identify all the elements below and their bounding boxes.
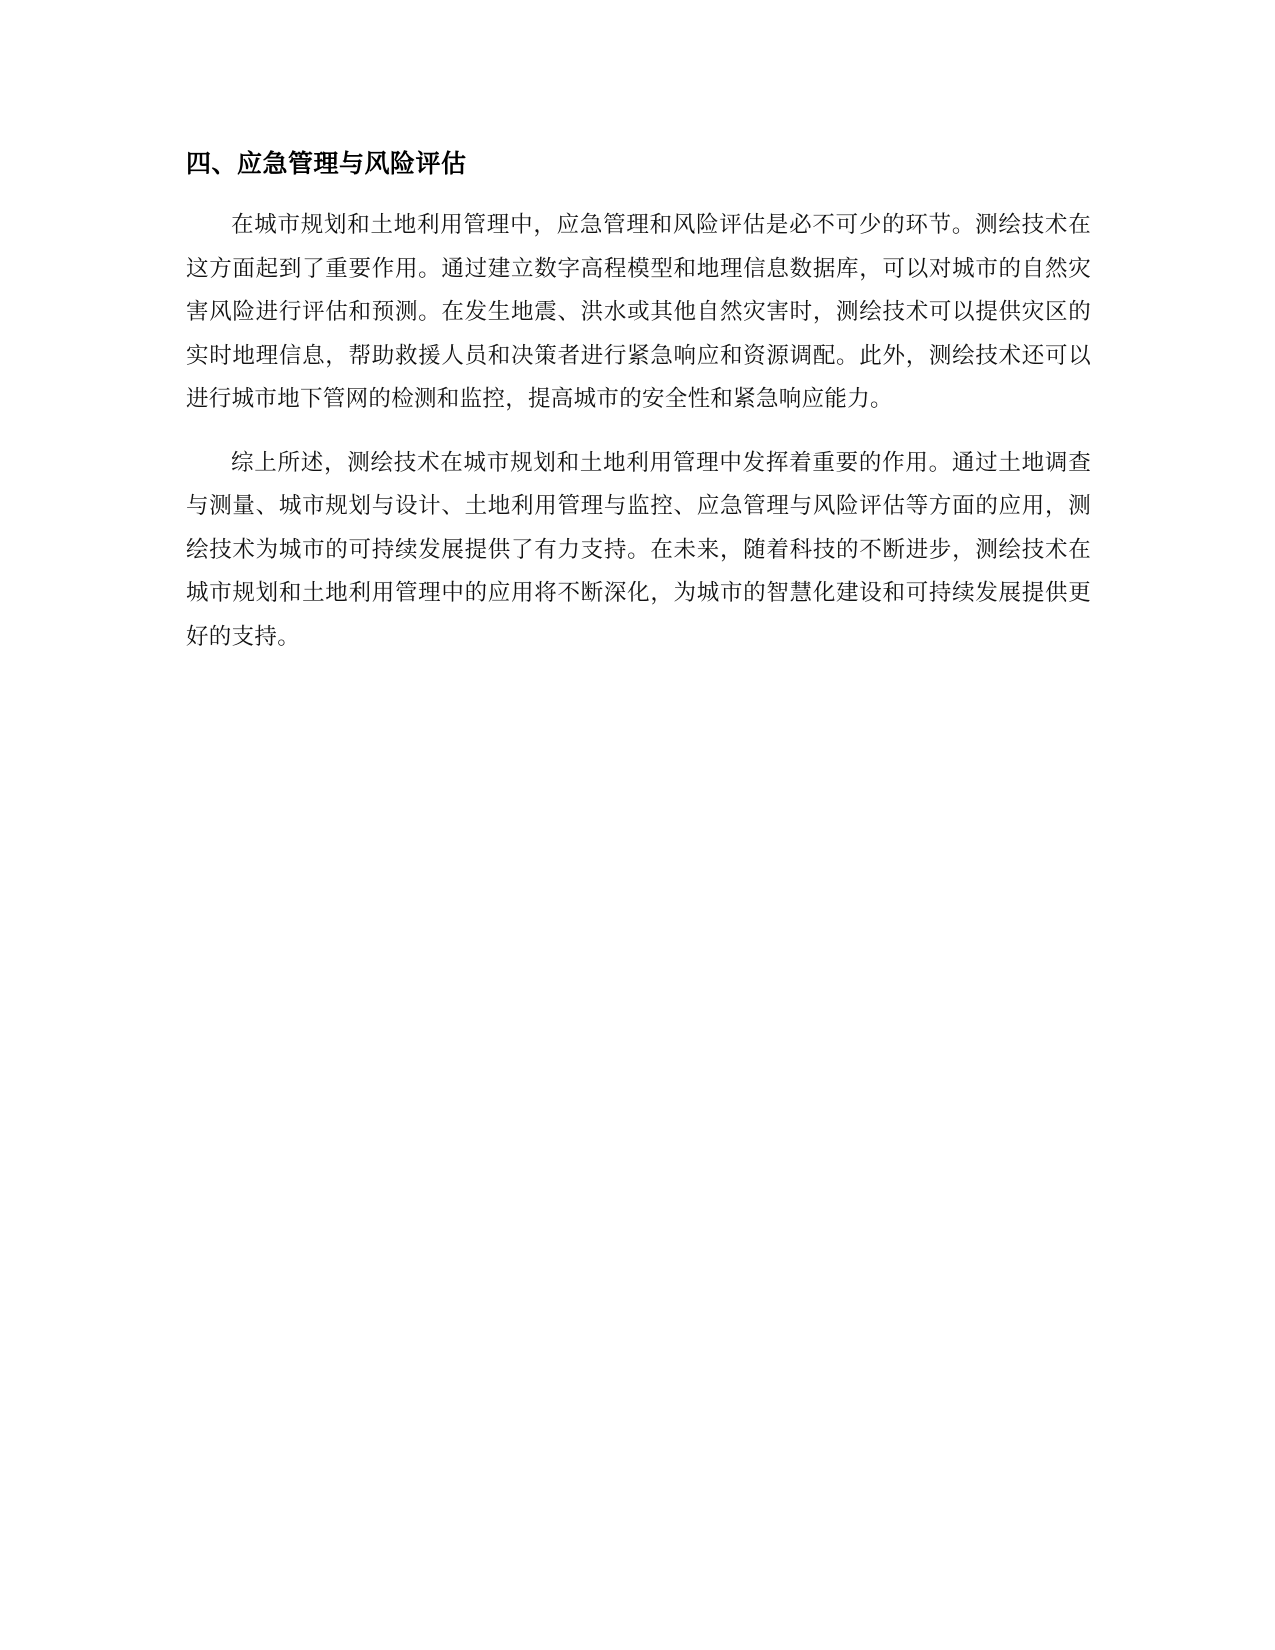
paragraph-conclusion: 综上所述，测绘技术在城市规划和土地利用管理中发挥着重要的作用。通过土地调查与测量、城市规划与设计、土地利用管理与监控、应急管理与风险评估等方面的应用，测绘技术为城市的可持续发展提供了有力支持。在未来，随着科技的不断进步，测绘技术在城市规划和土地利用管理中的应用将不断深化，为城市的智慧化建设和可持续发展提供更好的支持。 xyxy=(186,449,1091,650)
section-heading: 四、应急管理与风险评估 xyxy=(186,149,467,178)
paragraph-emergency-management: 在城市规划和土地利用管理中，应急管理和风险评估是必不可少的环节。测绘技术在这方面起到了重要作用。通过建立数字高程模型和地理信息数据库，可以对城市的自然灾害风险进行评估和预测。在发生地震、洪水或其他自然灾害时，测绘技术可以提供灾区的实时地理信息，帮助救援人员和决策者进行紧急响应和资源调配。此外，测绘技术还可以进行城市地下管网的检测和监控，提高城市的安全性和紧急响应能力。 xyxy=(186,212,1091,412)
document-body xyxy=(186,146,1091,679)
